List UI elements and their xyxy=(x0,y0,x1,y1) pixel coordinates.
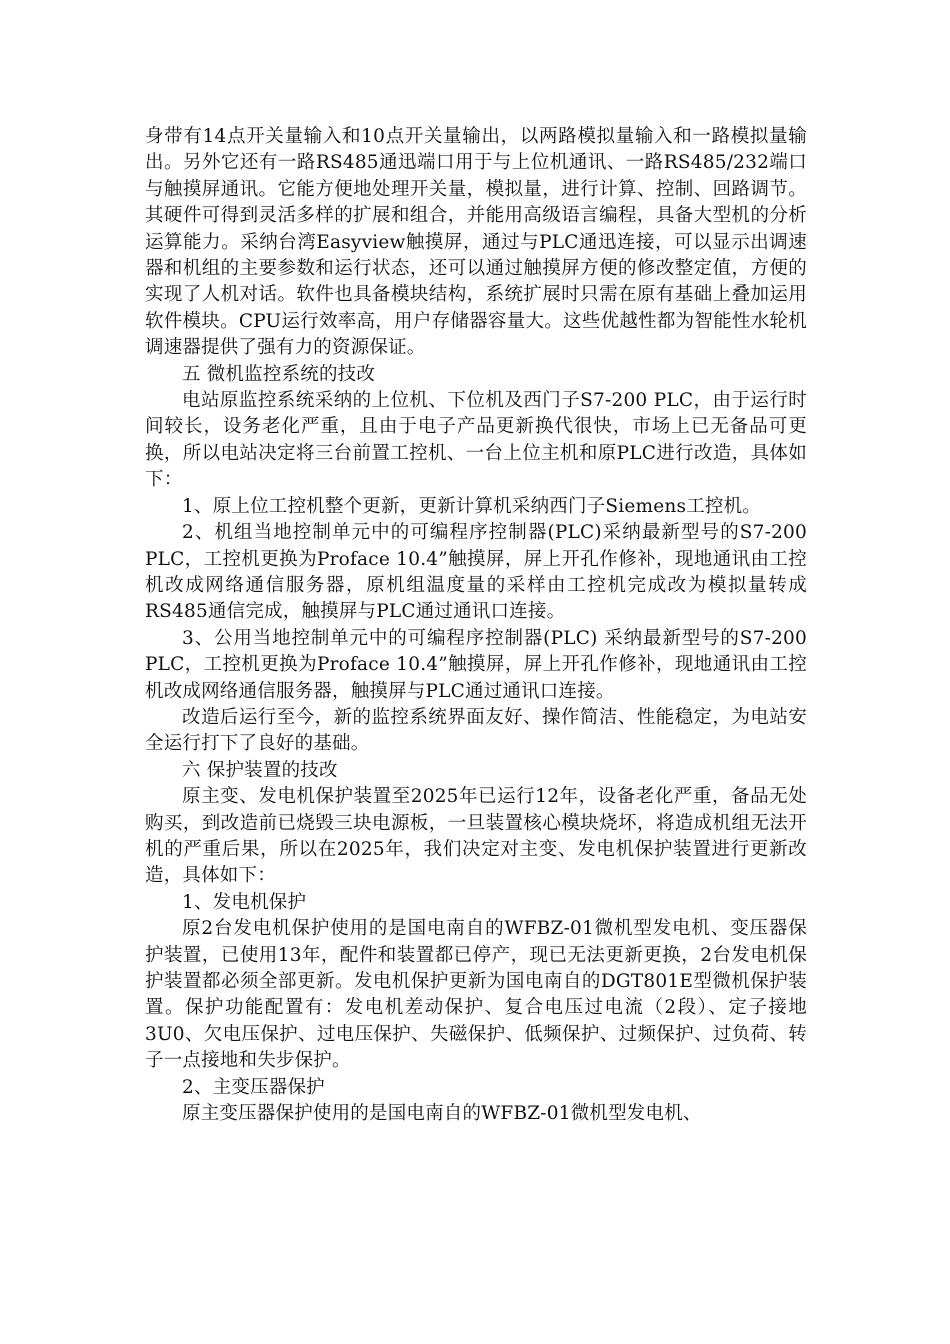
subheading-transformer-protection: 2、主变压器保护 xyxy=(182,1076,325,1098)
paragraph-continuation: 身带有14点开关量输入和10点开关量输出，以两路模拟量输入和一路模拟量输出。另外它还有一路RS485通迅端口用于与上位机通讯、一路RS485/232端口与触摸屏通讯。它能方便地处理开关量，模拟量，进行计算、控制、回路调节。其硬件可得到灵活多样的扩展和组合，并能用高级语言编程，具备大型机的分析运算能力。采纳台湾Easyview触摸屏，通过与PLC通迅连接，可以显示出调速器和机组的主要参数和运行状态，还可以通过触摸屏方便的修改整定值，方便的实现了人机对话。软件也具备模块结构，系统扩展时只需在原有基础上叠加运用软件模块。CPU运行效率高，用户存储器容量大。这些优越性都为智能性水轮机调速器提供了强有力的资源保证。 xyxy=(145,126,807,359)
list-item: 1、原上位工控机整个更新，更新计算机采纳西门子Siemens工控机。 xyxy=(182,495,762,517)
section-heading-monitoring: 五 微机监控系统的技改 xyxy=(182,363,376,385)
paragraph: 改造后运行至今，新的监控系统界面友好、操作简洁、性能稳定，为电站安全运行打下了良好的基础。 xyxy=(145,706,807,755)
paragraph: 原主变、发电机保护装置至2025年已运行12年，设备老化严重，备品无处购买，到改造前已烧毁三块电源板，一旦装置核心模块烧坏，将造成机组无法开机的严重后果，所以在2025年，我们决定对主变、发电机保护装置进行更新改造，具体如下： xyxy=(145,786,807,887)
section-heading-protection: 六 保护装置的技改 xyxy=(182,759,338,781)
paragraph: 原主变压器保护使用的是国电南自的WFBZ-01微机型发电机、 xyxy=(182,1103,702,1125)
document-page xyxy=(145,124,807,1127)
list-item: 3、公用当地控制单元中的可编程序控制器(PLC) 采纳最新型号的S7-200 PLC，工控机更换为Proface 10.4”触摸屏，屏上开孔作修补，现地通讯由工控机改成网络通信服务器，触摸屏与PLC通过通讯口连接。 xyxy=(145,627,807,702)
list-item: 2、机组当地控制单元中的可编程序控制器(PLC)采纳最新型号的S7-200 PLC，工控机更换为Proface 10.4”触摸屏，屏上开孔作修补，现地通讯由工控机改成网络通信服务器，原机组温度量的采样由工控机完成改为模拟量转成RS485通信完成，触摸屏与PLC通过通讯口连接。 xyxy=(145,522,807,623)
paragraph: 原2台发电机保护使用的是国电南自的WFBZ-01微机型发电机、变压器保护装置，已使用13年，配件和装置都已停产，现已无法更新更换，2台发电机保护装置都必须全部更新。发电机保护更新为国电南自的DGT801E型微机保护装置。保护功能配置有：发电机差动保护、复合电压过电流（2段）、定子接地3U0、欠电压保护、过电压保护、失磁保护、低频保护、过频保护、过负荷、转子一点接地和失步保护。 xyxy=(145,918,807,1072)
subheading-generator-protection: 1、发电机保护 xyxy=(182,891,307,913)
paragraph: 电站原监控系统采纳的上位机、下位机及西门子S7-200 PLC，由于运行时间较长，设务老化严重，且由于电子产品更新换代很快，市场上已无备品可更换，所以电站决定将三台前置工控机、一台上位主机和原PLC进行改造，具体如下： xyxy=(145,390,807,491)
